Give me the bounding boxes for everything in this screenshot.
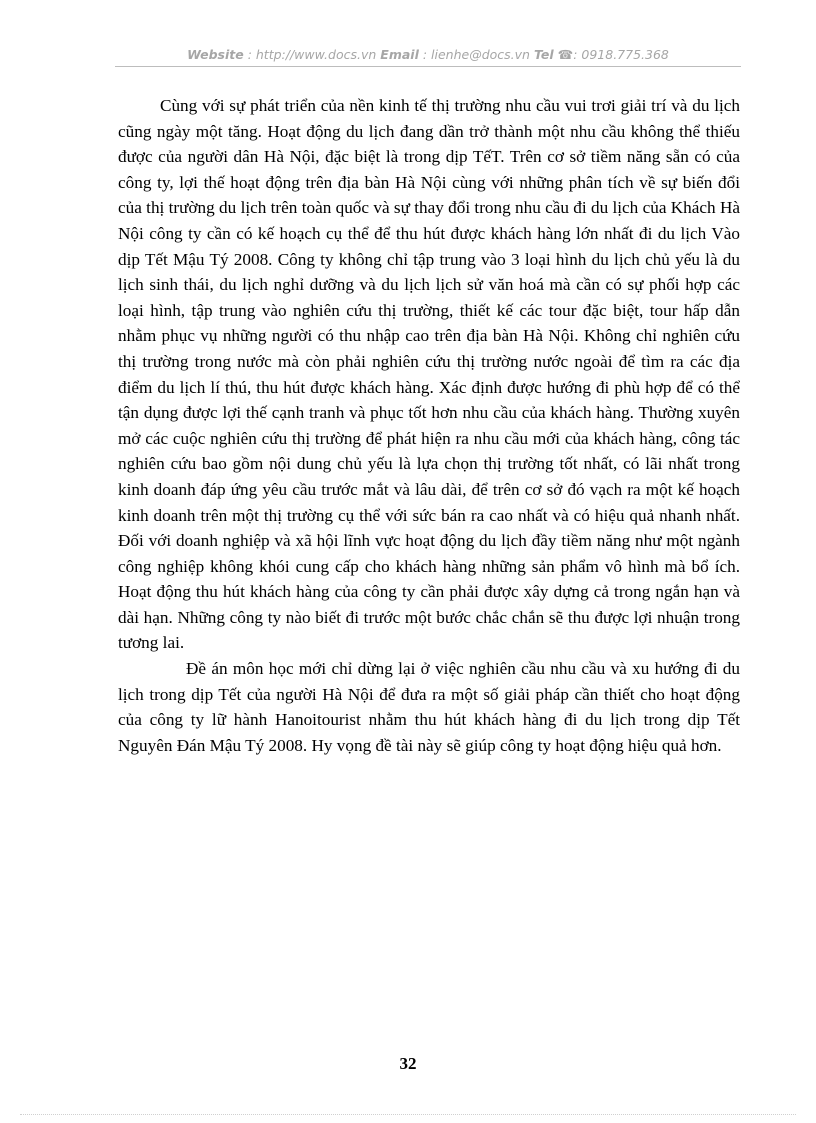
paragraph-2: Đề án môn học mới chỉ dừng lại ở việc nghiên cầu nhu cầu và xu hướng đi du lịch trong dịp Tết của người Hà Nội để đưa ra một số giải pháp cần thiết cho hoạt động của công ty lữ hành Hanoitourist nhằm thu hút khách hàng đi du lịch trong dịp Tết Nguyên Đán Mậu Tý 2008. Hy vọng đề tài này sẽ giúp công ty hoạt động hiệu quả hơn. xyxy=(118,659,740,755)
paragraph-1: Cùng với sự phát triển của nền kinh tế thị trường nhu cầu vui trơi giải trí và du lịch cũng ngày một tăng. Hoạt động du lịch đang dần trở thành một nhu cầu không thể thiếu được của người dân Hà Nội, đặc biệt là trong dịp TếT. Trên cơ sở tiềm năng sẵn có của công ty, lợi thế hoạt động trên địa bàn Hà Nội cùng với những phân tích về sự biến đổi của thị trường du lịch trên toàn quốc và sự thay đổi trong nhu cầu đi du lịch của Khách Hà Nội công ty cần có kế hoạch cụ thể để thu hút được khách hàng lớn nhất đi du lịch Vào dịp Tết Mậu Tý 2008. Công ty không chỉ tập trung vào 3 loại hình du lịch chủ yếu là du lịch sinh thái, du lịch nghỉ dưỡng và du lịch lịch sử văn hoá mà cần có sự phối hợp các loại hình, tập trung vào nghiên cứu thị trường, thiết kế các tour đặc biệt, tour hấp dẫn nhằm phục vụ những người có thu nhập cao trên địa bàn Hà Nội. Không chỉ nghiên cứu thị trường trong nước mà còn phải nghiên cứu thị trường nước ngoài để tìm ra các địa điểm du lịch lí thú, thu hút được khách hàng. Xác định được hướng đi phù hợp để có thể tận dụng được lợi thế cạnh tranh và phục tốt hơn nhu cầu của khách hàng. Thường xuyên mở các cuộc nghiên cứu thị trường để phát hiện ra nhu cầu mới của khách hàng, công tác nghiên cứu bao gồm nội dung chủ yếu là lựa chọn thị trường tốt nhất, có lãi nhất trong kinh doanh đáp ứng yêu cầu trước mắt và lâu dài, để trên cơ sở đó vạch ra một kế hoạch kinh doanh trên một thị trường cụ thể với sức bán ra cao nhất và có hiệu quả nhanh nhất. Đối với doanh nghiệp và xã hội lĩnh vực hoạt động du lịch đầy tiềm năng như một ngành công nghiệp không khói cung cấp cho khách hàng những sản phẩm vô hình mà bổ ích. Hoạt động thu hút khách hàng của công ty cần phải được xây dựng cả trong ngắn hạn và dài hạn. Những công ty nào biết đi trước một bước chắc chắn sẽ thu được lợi nhuận trong tương lai. xyxy=(118,96,740,653)
website-label: Website xyxy=(187,47,244,62)
document-body xyxy=(118,93,740,758)
page-header xyxy=(115,47,741,62)
header-divider xyxy=(115,66,741,67)
email-label: Email xyxy=(380,47,419,62)
footer-divider xyxy=(20,1114,796,1115)
phone-icon: ☎ xyxy=(557,47,574,62)
page-number: 32 xyxy=(399,1054,417,1073)
email-value: : lienhe@docs.vn xyxy=(422,47,530,62)
website-value: : http://www.docs.vn xyxy=(247,47,377,62)
tel-label: Tel xyxy=(533,47,554,62)
tel-value: : 0918.775.368 xyxy=(573,47,669,62)
